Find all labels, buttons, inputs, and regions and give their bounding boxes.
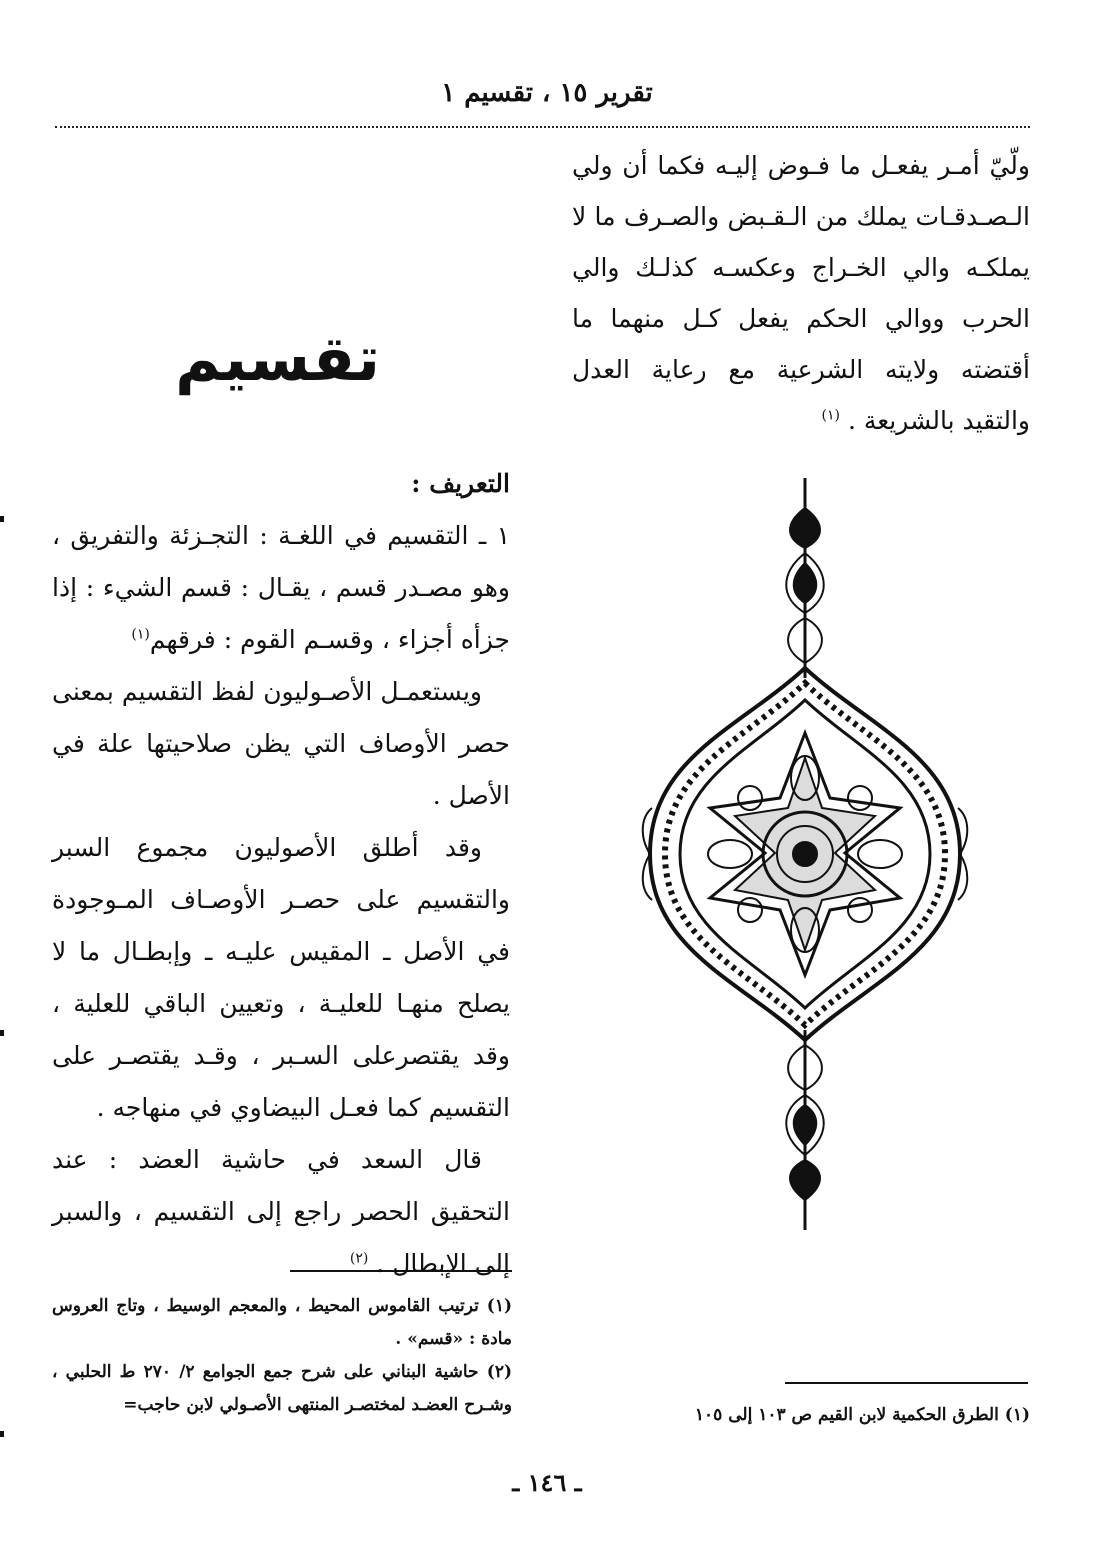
right-column-text	[572, 140, 1030, 446]
footnotes-right	[560, 1400, 1030, 1430]
definition-heading: التعريف :	[411, 469, 510, 498]
footnote-ref-1: (١)	[131, 626, 150, 643]
scan-mark	[0, 1030, 4, 1036]
paragraph-1	[52, 510, 510, 666]
scan-mark	[0, 516, 4, 522]
paragraph-4	[52, 1134, 510, 1290]
page-number: ـ ١٤٦ ـ	[512, 1468, 582, 1497]
scan-mark	[0, 1431, 4, 1437]
running-header: تقرير ١٥ ، تقسيم ١	[441, 78, 653, 108]
footnote-left-2: (٢) حاشية البناني على شرح جمع الجوامع ٢/ ٢٧٠ ط الحلبي ، وشـرح العضـد لمختصـر المنتهى الأصـولي لابن حاجب=	[52, 1362, 512, 1415]
paragraph-1-text: ١ ـ التقسيم في اللغـة : التجـزئة والتفريق ، وهو مصـدر قسم ، يقـال : قسم الشيء : إذا جزأه أجزاء ، وقسـم القوم : فرقهم	[52, 521, 510, 654]
header-dotted-rule	[55, 126, 1030, 128]
right-column-paragraph: ولّيّ أمـر يفعـل ما فـوض إليـه فكما أن ولي الـصـدقـات يملك من الـقـبض والصـرف ما لا يملكـه والي الخـراج وعكسـه كذلـك والي الحرب ووالي الحكم يفعل كـل منهما ما أقتضته ولايته الشرعية مع رعاية العدل والتقيد بالشريعة .	[572, 151, 1030, 435]
paragraph-4-text: قال السعد في حاشية العضد : عند التحقيق الحصر راجع إلى التقسيم ، والسبر إلى الإبطال .	[52, 1145, 510, 1278]
footnote-rule-right	[785, 1382, 1028, 1384]
footnote-left-1: (١) ترتيب القاموس المحيط ، والمعجم الوسيط ، وتاج العروس مادة : «قسم» .	[52, 1296, 512, 1349]
footnote-ref-2: (٢)	[349, 1250, 369, 1267]
section-title: تقسيم	[175, 322, 380, 395]
footnotes-left	[52, 1290, 512, 1422]
footnote-rule-left	[290, 1270, 512, 1272]
main-text-column	[52, 458, 510, 1290]
paragraph-3: وقد أطلق الأصوليون مجموع السبر والتقسيم على حصـر الأوصـاف المـوجودة في الأصل ـ المقيس عليـه ـ وإبطـال ما لا يصلح منهـا للعليـة ، وتعيين الباقي للعلية ، وقد يقتصرعلى السـبر ، وقـد يقتصـر على التقسيم كما فعـل البيضاوي في منهاجه .	[52, 833, 510, 1122]
arabesque-medallion-icon	[640, 478, 970, 1230]
footnote-right-1: (١) الطرق الحكمية لابن القيم ص ١٠٣ إلى ١٠٥	[694, 1405, 1030, 1425]
footnote-ref: (١)	[821, 407, 840, 424]
paragraph-2: ويستعمـل الأصـوليون لفظ التقسيم بمعنى حصر الأوصاف التي يظن صلاحيتها علة في الأصل .	[52, 677, 510, 810]
